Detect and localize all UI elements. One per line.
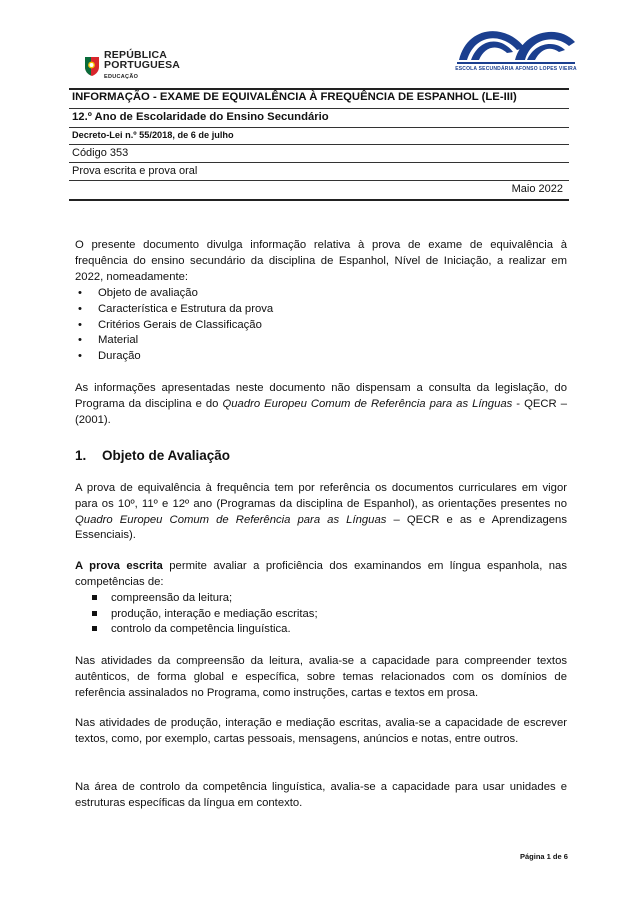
decree-law: Decreto-Lei n.º 55/2018, de 6 de julho [72, 130, 234, 140]
list-item: produção, interação e mediação escritas; [92, 607, 318, 623]
list-item: • Material [78, 334, 139, 346]
header-rule [69, 88, 569, 90]
section-paragraph: A prova de equivalência à frequência tem por referência os documentos curriculares em vigor para os 10º, 11º e 12º ano (Programas da disciplina de Espanhol), as orientações presentes no Quadro Europeu Comum de Referência para as Línguas – QECR e as e Aprendizagens Essenciais). [75, 482, 567, 542]
school-arches-icon [455, 20, 577, 66]
list-item: controlo da competência linguística. [92, 622, 291, 638]
section-paragraph: Na área de controlo da competência linguística, avalia-se a capacidade para usar unidades e estruturas específicas da língua em contexto. [75, 781, 567, 809]
logo-line-1: REPÚBLICA [104, 49, 168, 61]
section-heading: 1. Objeto de Avaliação [75, 448, 231, 463]
header-rule [69, 127, 569, 128]
list-item: • Característica e Estrutura da prova [78, 303, 274, 315]
flag-shield-icon [84, 55, 100, 77]
list-item: • Duração [78, 350, 141, 362]
intro-paragraph: O presente documento divulga informação relativa à prova de exame de equivalência à frequência do ensino secundário da disciplina de Espanhol, Nível de Iniciação, a realizar em 2022, nomeadamente: [75, 239, 567, 283]
section-paragraph: A prova escrita permite avaliar a proficiência dos examinandos em língua espanhola, nas competências de: [75, 560, 567, 588]
page-number: Página 1 de 6 [520, 852, 568, 861]
list-item: • Critérios Gerais de Classificação [78, 319, 262, 331]
header-rule [69, 144, 569, 145]
school-name: ESCOLA SECUNDÁRIA AFONSO LOPES VIEIRA [455, 66, 577, 72]
section-paragraph: Nas atividades de produção, interação e mediação escritas, avalia-se a capacidade de escrever textos, como, por exemplo, cartas pessoais, mensagens, anúncios e notas, entre outros. [75, 717, 567, 745]
exam-type: Prova escrita e prova oral [72, 165, 198, 177]
exam-code: Código 353 [72, 147, 129, 159]
republica-portuguesa-logo [84, 50, 180, 82]
list-item: • Objeto de avaliação [78, 287, 198, 299]
header-rule [69, 199, 569, 201]
logo-line-2: PORTUGUESA [104, 59, 181, 71]
logo-line-3: EDUCAÇÃO [104, 74, 139, 80]
list-item: compreensão da leitura; [92, 591, 232, 607]
header-rule [69, 162, 569, 163]
school-year: 12.º Ano de Escolaridade do Ensino Secundário [72, 111, 329, 123]
header-rule [69, 180, 569, 181]
school-logo [455, 20, 577, 78]
section-paragraph: Nas atividades da compreensão da leitura, avalia-se a capacidade para compreender textos autênticos, de forma global e específica, sobre temas relacionados com os domínios de referência assinalados no Programa, como instruções, cartas e textos em prosa. [75, 655, 567, 699]
header-rule [69, 108, 569, 109]
document-date: Maio 2022 [511, 183, 563, 195]
document-title: INFORMAÇÃO - EXAME DE EQUIVALÊNCIA À FREQUÊNCIA DE ESPANHOL (LE-III) [72, 91, 517, 103]
legislation-note: As informações apresentadas neste documento não dispensam a consulta da legislação, do Programa da disciplina e do Quadro Europeu Comum de Referência para as Línguas - QECR – (2001). [75, 382, 567, 426]
